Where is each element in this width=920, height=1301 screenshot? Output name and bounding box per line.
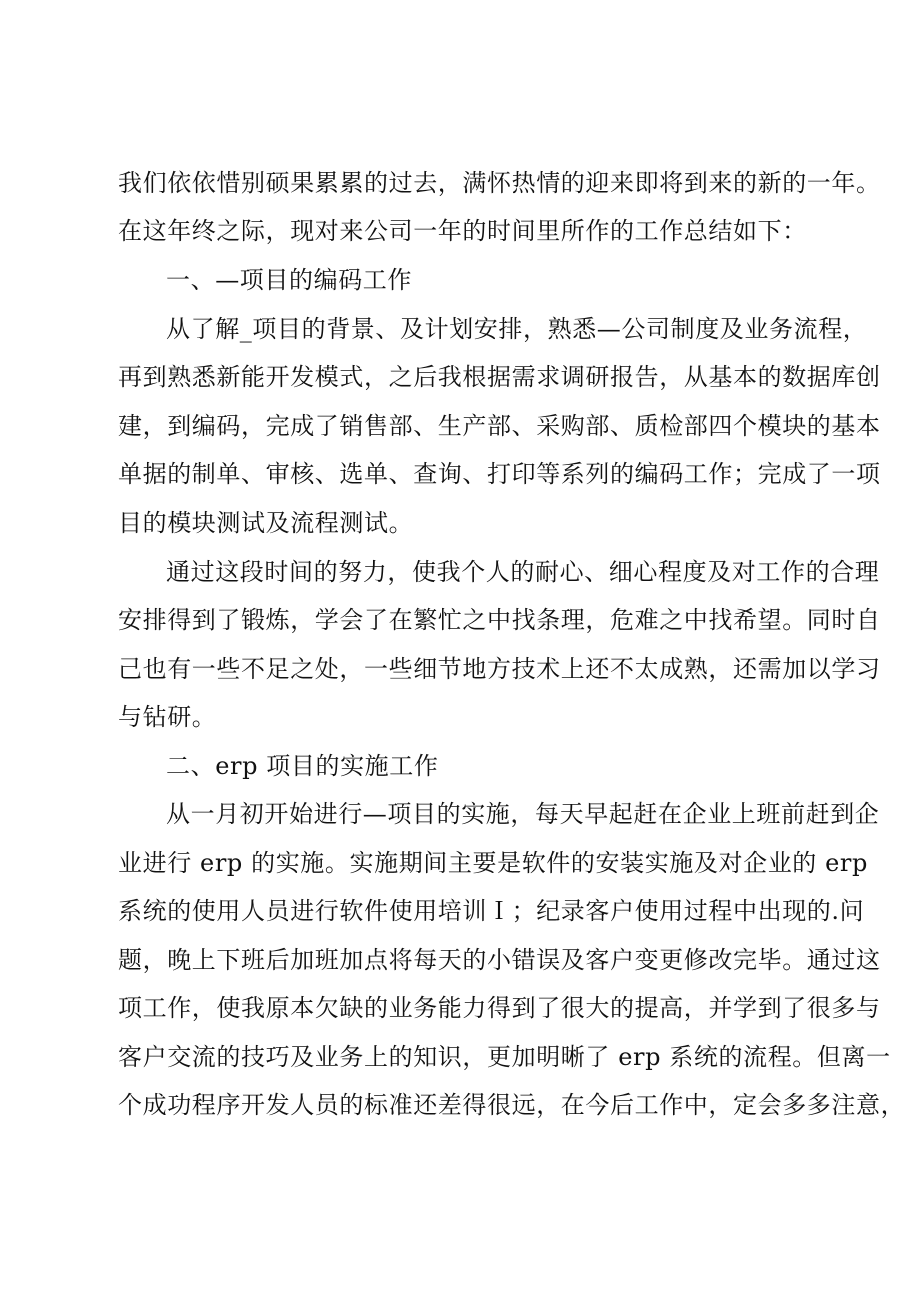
text-line: 建，到编码，完成了销售部、生产部、采购部、质检部四个模块的基本: [118, 412, 881, 440]
text-line: 个成功程序开发人员的标准还差得很远，在今后工作中，定会多多注意，: [118, 1091, 906, 1119]
text-line: 与钻研。: [118, 703, 217, 731]
section-heading: 一、—项目的编码工作: [166, 266, 412, 294]
text-line: 己也有一些不足之处，一些细节地方技术上还不太成熟，还需加以学习: [118, 655, 881, 683]
section-heading: 二、erp 项目的实施工作: [166, 752, 439, 780]
text-line: 单据的制单、审核、选单、查询、打印等系列的编码工作；完成了一项: [118, 460, 881, 488]
text-line: 从了解_项目的背景、及计划安排，熟悉—公司制度及业务流程，: [166, 315, 868, 343]
text-line: 在这年终之际，现对来公司一年的时间里所作的工作总结如下：: [118, 217, 807, 245]
text-line: 题，晚上下班后加班加点将每天的小错误及客户变更修改完毕。通过这: [118, 946, 881, 974]
text-line: 再到熟悉新能开发模式，之后我根据需求调研报告，从基本的数据库创: [118, 363, 881, 391]
text-line: 目的模块测试及流程测试。: [118, 509, 414, 537]
text-line: 安排得到了锻炼，学会了在繁忙之中找条理，危难之中找希望。同时自: [118, 606, 881, 634]
text-line: 客户交流的技巧及业务上的知识，更加明晰了 erp 系统的流程。但离一: [118, 1043, 891, 1071]
text-line: 从一月初开始进行—项目的实施，每天早起赶在企业上班前赶到企: [166, 800, 880, 828]
text-line: 项工作，使我原本欠缺的业务能力得到了很大的提高，并学到了很多与: [118, 994, 881, 1022]
text-line: 业进行 erp 的实施。实施期间主要是软件的安装实施及对企业的 erp: [118, 849, 868, 877]
text-line: 通过这段时间的努力，使我个人的耐心、细心程度及对工作的合理: [166, 558, 880, 586]
text-line: 我们依依惜别硕果累累的过去，满怀热情的迎来即将到来的新的一年。: [118, 169, 881, 197]
text-line: 系统的使用人员进行软件使用培训Ｉ；纪录客户使用过程中出现的.问: [118, 897, 865, 925]
